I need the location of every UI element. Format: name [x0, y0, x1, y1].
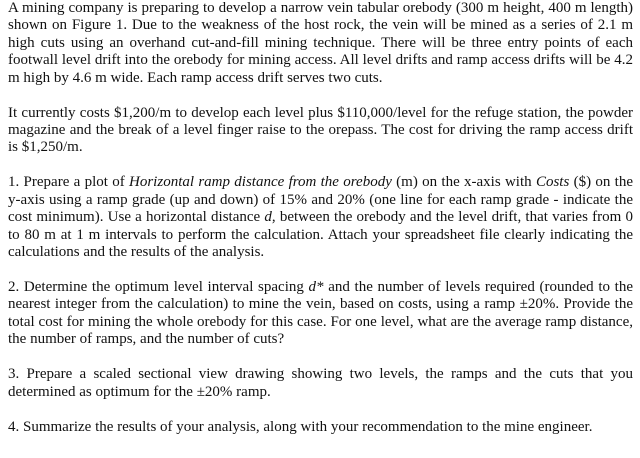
question-1-text: 1. Prepare a plot of	[8, 174, 130, 191]
paragraph-gap	[8, 401, 633, 419]
question-2-text: and the number of levels required (rounded to the nearest integer from the calculation) to mine the vein, based on costs, using a ramp ±20%. Provide the total cost for mining the whole orebody for this case. For one level, what are the average ramp distance, the number of ramps, and the number of cuts?	[8, 279, 633, 348]
question-1-text: (m) on the x-axis with	[391, 174, 536, 191]
distance-variable: d	[264, 209, 272, 226]
paragraph-gap	[8, 349, 633, 367]
question-4: 4. Summarize the results of your analysis, along with your recommendation to the mine engineer.	[8, 418, 593, 435]
intro-paragraph: A mining company is preparing to develop a narrow vein tabular orebody (300 m height, 400 m length) shown on Figure 1. Due to the weakness of the host rock, the vein will be mined as a series of 2.1 m high cuts using an overhand cut-and-fill mining technique. There will be three entry points of each footwall level drift into the orebody for mining access. All level drifts and ramp access drifts will be 4.2 m high by 4.6 m wide. Each ramp access drift serves two cuts.	[8, 0, 633, 86]
question-2	[8, 279, 633, 349]
x-axis-term: Horizontal ramp distance from the orebody	[129, 174, 392, 191]
paragraph-gap	[8, 87, 633, 105]
question-2-text: 2. Determine the optimum level interval spacing	[8, 279, 309, 296]
paragraph-gap	[8, 261, 633, 279]
question-1	[8, 174, 633, 261]
optimum-spacing-variable: d*	[308, 279, 324, 296]
costs-paragraph: It currently costs $1,200/m to develop each level plus $110,000/level for the refuge station, the powder magazine and the break of a level finger raise to the orepass. The cost for driving the ramp access drift is $1,250/m.	[8, 104, 633, 156]
y-axis-term: Costs	[535, 174, 570, 191]
question-1-text: , between the orebody and the level drift, that varies from 0 to 80 m at 1 m intervals to perform the calculation. Attach your spreadsheet file clearly indicating the calculations and the results of the analysis.	[8, 209, 633, 261]
paragraph-gap	[8, 157, 633, 175]
question-1-text: ($) on the y-axis using a ramp grade (up and down) of 15% and 20% (one line for each ramp grade - indicate the cost minimum). Use a horizontal distance	[8, 174, 633, 226]
question-3: 3. Prepare a scaled sectional view drawing showing two levels, the ramps and the cuts that you determined as optimum for the ±20% ramp.	[8, 366, 633, 400]
